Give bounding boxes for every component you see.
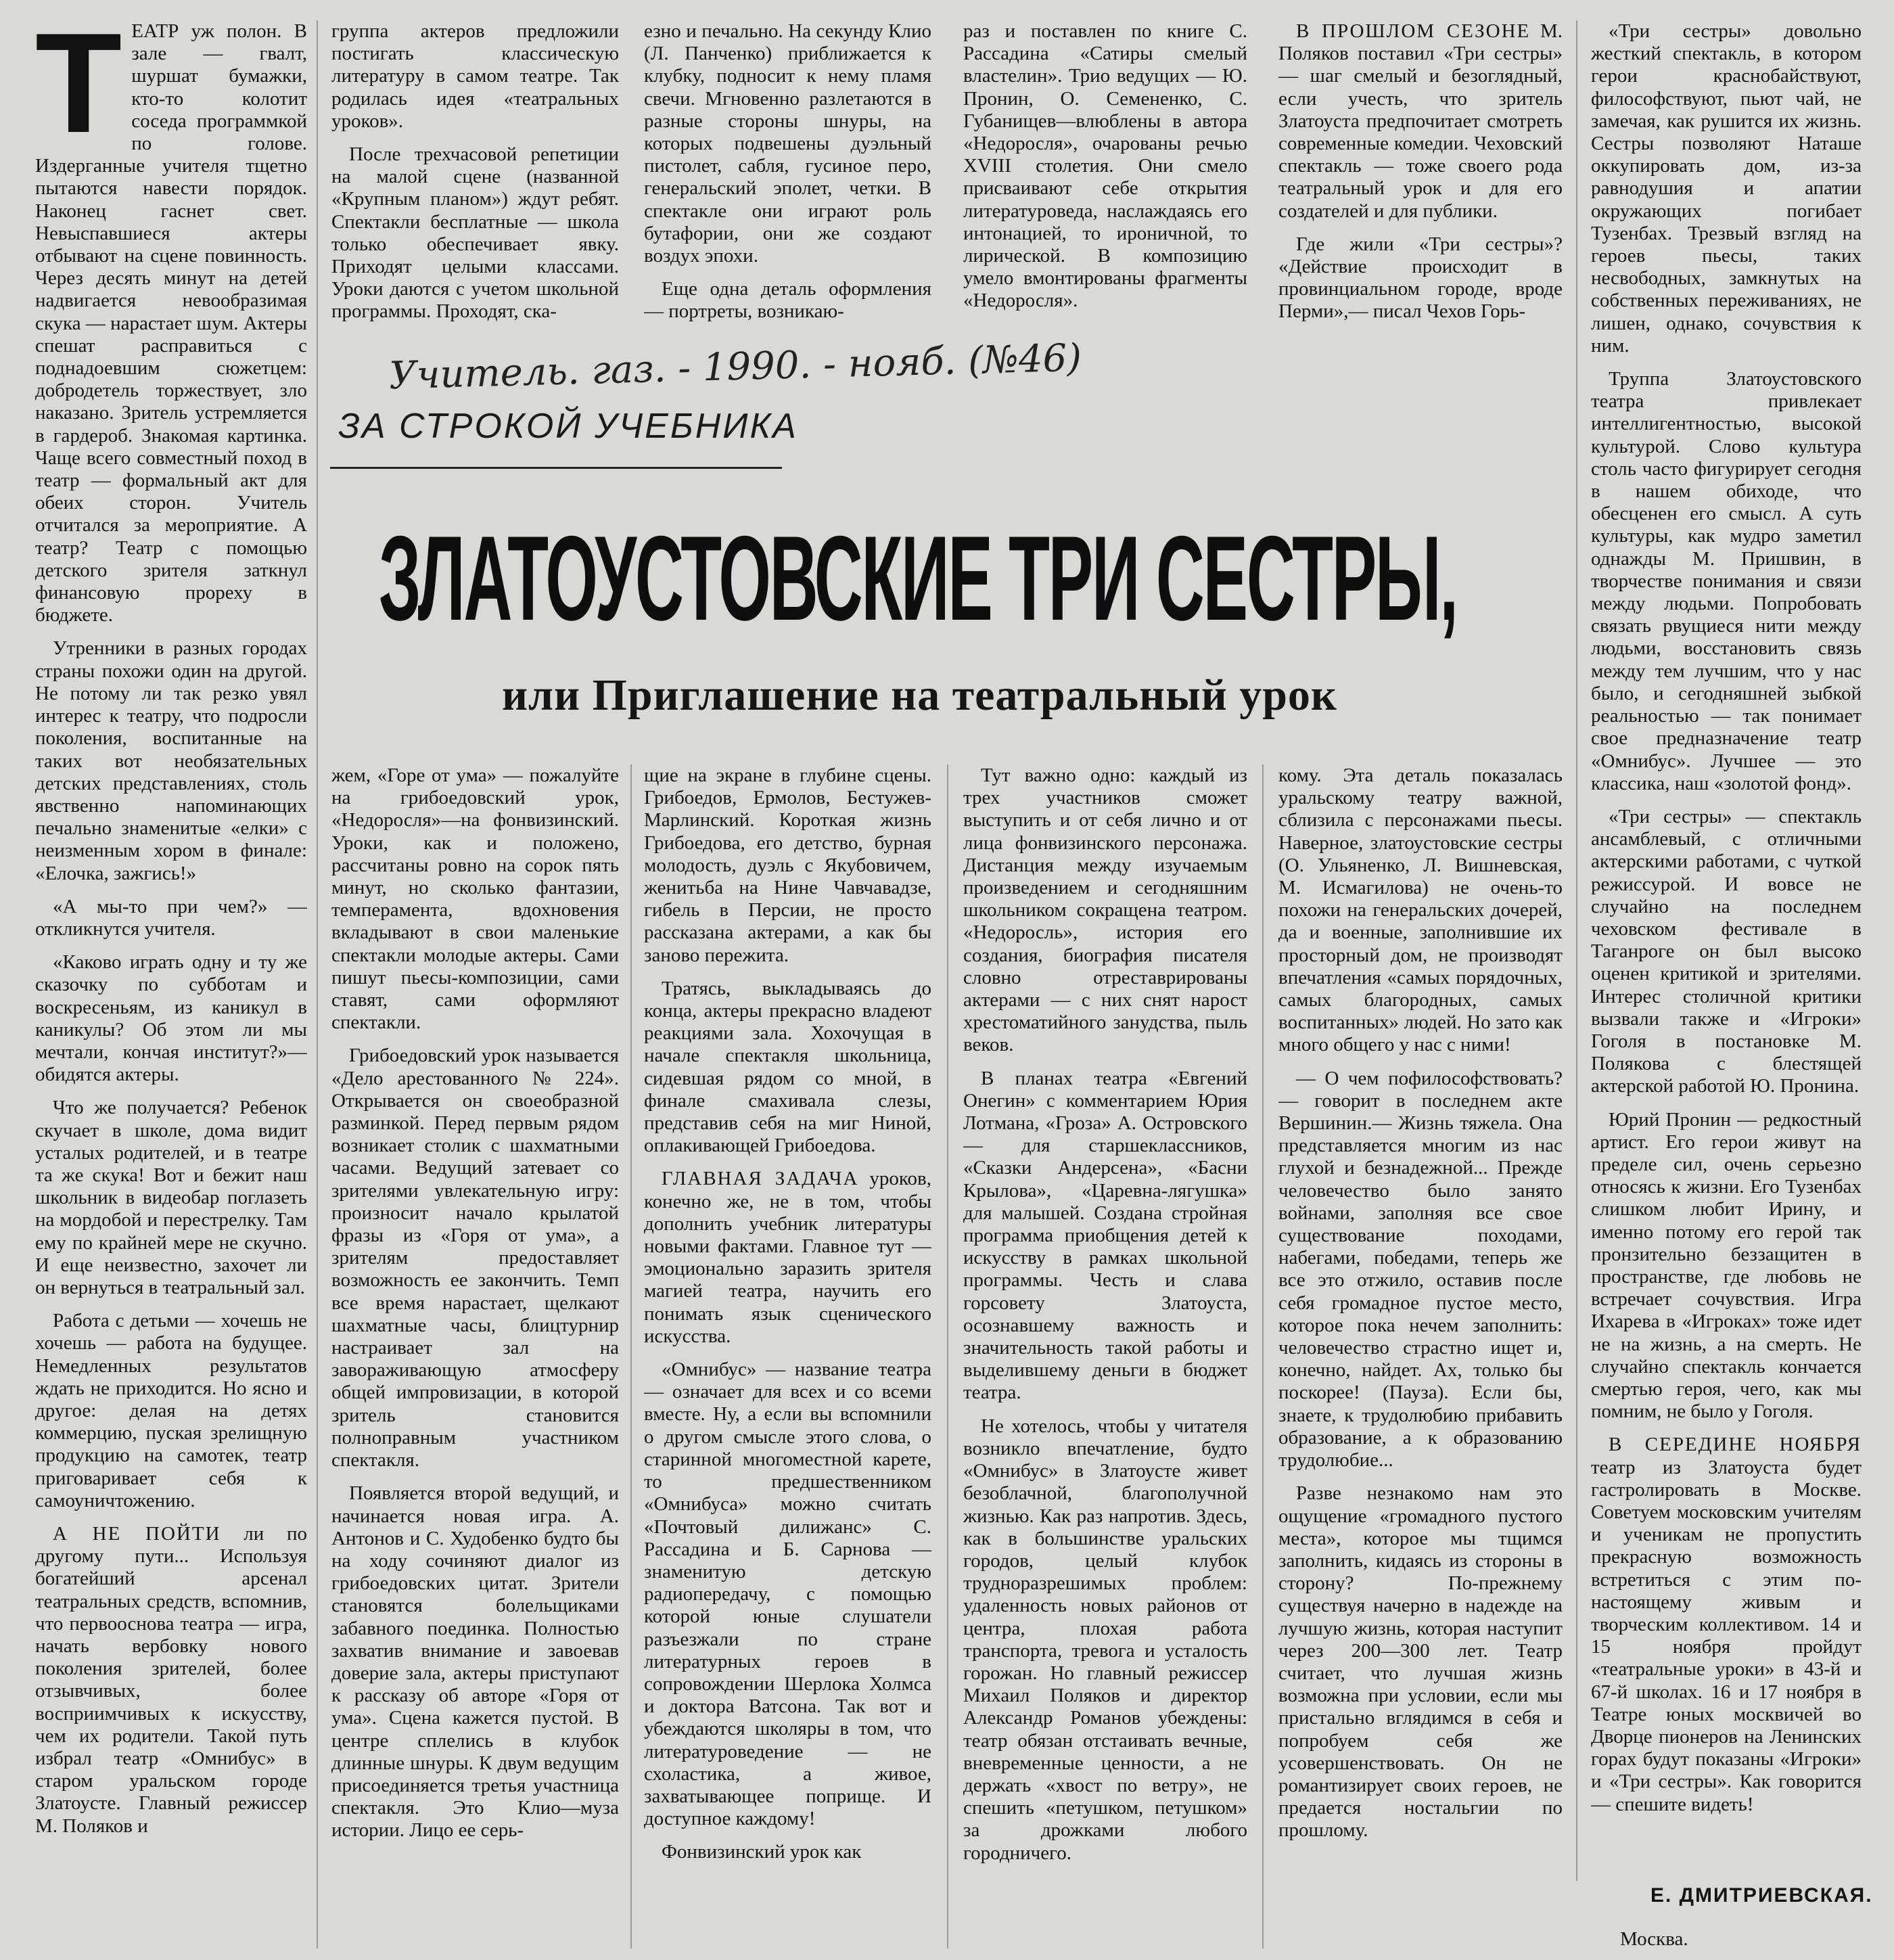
column-3-top [644,20,931,338]
headline: ЗЛАТОУСТОВСКИЕ ТРИ СЕСТРЫ, [379,511,1457,645]
column-rule [317,20,318,1948]
column-6 [1591,20,1862,1874]
paragraph: А НЕ ПОЙТИ ли по другому пути... Используя богатейший арсенал театральных средств, вспомнив, что первооснова театра — игра, начать вербовку нового поколения зрителей, более отзывчивых, более восприимчивых к искусству, чем их родители. Такой путь избрал театр «Омнибус» в старом уральском городе Златоусте. Главный режиссер М. Поляков и [35,1523,307,1837]
subheadline: или Приглашение на театральный урок [502,670,1337,720]
column-5-top [1278,20,1563,338]
column-rule [1262,765,1264,1948]
column-5-bottom [1278,765,1563,1955]
paragraph: щие на экране в глубине сцены. Грибоедов, Ермолов, Бестужев-Марлинский. Короткая жизнь Грибоедова, его детство, бурная молодость, дуэль с Якубовичем, женитьба на Нине Чавчавадзе, гибель в Персии, не просто рассказана актерами, а как бы заново пережита. [644,765,931,966]
column-4-top [963,20,1247,338]
column-2-bottom [331,765,619,1955]
paragraph: Где жили «Три сестры»? «Действие происходит в провинциальном городе, вроде Перми»,— писал Чехов Горь- [1278,233,1563,323]
paragraph: В планах театра «Евгений Онегин» с комментарием Юрия Лотмана, «Гроза» А. Островского — для старшеклассников, «Сказки Андерсена», «Басни Крылова», «Царевна-лягушка» для малышей. Создана стройная программа приобщения детей к искусству в рамках школьной программы. Честь и слава горсовету Златоуста, осознавшему важность и значительность такой работы и выделившему деньги в бюджет театра. [963,1067,1247,1404]
paragraph: «Омнибус» — название театра — означает для всех и со всеми вместе. Ну, а если вы вспомнили о другом смысле этого слова, о старинной многоместной карете, то предшественником «Омнибуса» можно считать «Почтовый дилижанс» С. Рассадина и Б. Сарнова — знаменитую детскую радиопередачу, с помощью которой юные слушатели разъезжали по стране литературных героев в сопровождении Шерлока Холмса и доктора Ватсона. Так вот и убеждаются школяры в том, что литературоведение — не схоластика, а живое, захватывающее поприще. И доступное каждому! [644,1359,931,1830]
column-rule [947,765,948,1948]
paragraph: Фонвизинский урок как [662,1841,862,1863]
run-in-caps: А НЕ ПОЙТИ [53,1523,221,1545]
handwritten-note: Учитель. газ. - 1990. - нояб. (№46) [388,336,1082,398]
column-4-bottom [963,765,1247,1955]
paragraph: «Три сестры» довольно жесткий спектакль, в котором герои краснобайствуют, философствуют, пьют чай, не замечая, как рушится их жизнь. Сестры позволяют Наташе оккупировать дом, из-за равнодушия и апатии окружающих погибает Тузенбах. Трезвый взгляд на героев пьесы, таких несвободных, замкнутых на собственных переживаниях, не лишен, однако, сочувствия к ним. [1591,20,1862,357]
paragraph: группа актеров предложили постигать классическую литературу в самом театре. Так родилась идея «театральных уроков». [331,20,619,132]
paragraph: После трехчасовой репетиции на малой сцене (названной «Крупным планом») ждут ребят. Спектакли бесплатные — школа только обеспечивает явку. Приходят целыми классами. Уроки даются с учетом школьной программы. Проходят, ска- [331,143,619,323]
author-signature: Е. ДМИТРИЕВСКАЯ. [1650,1884,1873,1907]
paragraph: Работа с детьми — хочешь не хочешь — работа на будущее. Немедленных результатов ждать не приходится. Но ясно и другое: делая на детях коммерцию, пуская зрелищную продукцию на самотек, театр приговаривает себя к самоуничтожению. [35,1310,307,1511]
run-in-caps: ГЛАВНАЯ ЗАДАЧА [662,1168,859,1190]
paragraph: Что же получается? Ребенок скучает в школе, дома видит усталых родителей, и в театре та же скука! Вот и бежит наш школьник в видеобар поглазеть на мордобой и перестрелку. Там ему по крайней мере не скучно. И еще неизвестно, захочет ли он вернуться в театральный зал. [35,1097,307,1298]
paragraph: Утренники в разных городах страны похожи один на другой. Не потому ли так резко увял интерес к театру, что подросли поколения, воспитанные на таких вот необязательных детских представлениях, столь явственно напоминающих печально знаменитые «елки» с неизменным хором в финале: «Елочка, зажгись!» [35,637,307,884]
paragraph: «Три сестры» — спектакль ансамблевый, с отличными актерскими работами, с чуткой режиссурой. И вовсе не случайно на последнем чеховском фестивале в Таганроге он был высоко оценен критикой и зрителями. Интерес столичной критики вызвали также и «Игроки» Гоголя в постановке М. Полякова с блестящей актерской работой Ю. Пронина. [1591,805,1862,1097]
section-kicker: ЗА СТРОКОЙ УЧЕБНИКА [338,407,798,446]
paragraph: «А мы-то при чем?» — откликнутся учителя. [35,895,307,940]
column-rule [1576,20,1577,1881]
kicker-underline [330,467,782,469]
paragraph: ГЛАВНАЯ ЗАДАЧА уроков, конечно же, не в том, чтобы дополнить учебник литературы новыми фактами. Главное тут — эмоционально заразить зрителя магией театра, научить его понимать язык сценического искусства. [644,1168,931,1347]
column-2-top [331,20,619,338]
paragraph: Появляется второй ведущий, и начинается новая игра. А. Антонов и С. Худобенко будто бы на ходу сочиняют диалог из грибоедовских цитат. Зрители становятся болельщиками забавного поединка. Полностью захватив внимание и завоевав доверие зала, актеры приступают к рассказу об авторе «Горя от ума». Сцена кажется пустой. В центре сплелись в клубок длинные шнуры. К двум ведущим присоединяется третья участница спектакля. Это Клио—муза истории. Лицо ее серь- [331,1482,619,1842]
column-3-bottom [644,765,931,1955]
drop-cap: Т [35,20,122,162]
dateline-place: Москва. [1620,1928,1688,1950]
column-rule [630,765,632,1948]
paragraph: Еще одна деталь оформления — портреты, возникаю- [644,278,931,323]
paragraph: Не хотелось, чтобы у читателя возникло впечатление, будто «Омнибус» в Златоусте живет безоблачной, благополучной жизнью. Как раз напротив. Здесь, как в большинстве уральских городов, целый клубок трудноразрешимых проблем: удаленность новых районов от центра, плохая работа транспорта, тревога и усталость горожан. Но главный режиссер Михаил Поляков и директор Александр Романов убеждены: театр обязан отстаивать вечные, вневременные ценности, а не держать «хвост по ветру», не спешить «петушком, петушком» за дрожками любого городничего. [963,1415,1247,1864]
paragraph: Тут важно одно: каждый из трех участников сможет выступить и от себя лично и от лица фонвизинского персонажа. Дистанция между изучаемым произведением и сегодняшним школьником сокращена театром. «Недоросль», история его создания, биография писателя словно отреставрированы актерами — с них снят нарост хрестоматийного занудства, пыль веков. [963,765,1247,1056]
run-in-caps: В ПРОШЛОМ СЕЗОНЕ [1296,20,1531,42]
paragraph: «Каково играть одну и ту же сказочку по субботам и воскресеньям, из каникул в каникулы? Об этом ли мы мечтали, кончая институт?»—обидятся актеры. [35,951,307,1086]
paragraph: Юрий Пронин — редкостный артист. Его герои живут на пределе сил, очень серьезно относясь к жизни. Его Тузенбах слишком любит Ирину, и именно потому его герой так пронзительно беззащитен в пространстве, где любовь не встречает сочувствия. Игра Ихарева в «Игроках» тоже идет не на жизнь, а на смерть. Не случайно спектакль кончается смертью героя, чего, как мы помним, не было у Гоголя. [1591,1108,1862,1423]
column-1 [35,20,307,1955]
paragraph: Разве незнакомо нам это ощущение «громадного пустого места», которое мы тщимся заполнить, кидаясь из стороны в сторону? По-прежнему существуя начерно в надежде на лучшую жизнь, которая наступит через 200—300 лет. Театр считает, что лучшая жизнь возможна при условии, если мы пристально вглядимся в себя и попробуем себя же усовершенствовать. Он не романтизирует своих героев, не предается ностальгии по прошлому. [1278,1482,1563,1842]
paragraph: езно и печально. На секунду Клио (Л. Панченко) приближается к клубку, подносит к нему пламя свечи. Мгновенно разлетаются в разные стороны шнуры, на которых подвешены дуэльный пистолет, сабля, гусиное перо, генеральский эполет, четки. В спектакле они играют роль бутафории, они же создают воздух эпохи. [644,20,931,267]
paragraph: жем, «Горе от ума» — пожалуйте на грибоедовский урок, «Недоросля»—на фонвизинский. Уроки, как и положено, рассчитаны ровно на сорок пять минут, но сколько фантазии, темперамента, вдохновения вкладывают в свои маленькие спектакли молодые актеры. Сами пишут пьесы-композиции, сами ставят, сами оформляют спектакли. [331,765,619,1034]
lead-paragraph: ТЕАТР уж полон. В зале — гвалт, шуршат бумажки, кто-то колотит соседа программкой по голове. Издерганные учителя тщетно пытаются навести порядок. Наконец гаснет свет. Невыспавшиеся актеры отбывают на сцене повинность. Через десять минут на детей надвигается невообразимая скука — нарастает шум. Актеры спешат расправиться с поднадоевшим сюжетцем: добродетель торжествует, зло наказано. Зритель устремляется в гардероб. Знакомая картинка. Чаще всего совместный поход в театр — формальный акт для обеих сторон. Учитель отчитался за мероприятие. А театр? Театр с помощью детского зрителя заткнул финансовую прореху в бюджете. [35,20,307,626]
paragraph: Труппа Златоустовского театра привлекает интеллигентностью, высокой культурой. Слово культура столь часто фигурирует сегодня в нашем обиходе, что обесценен его смысл. А суть культуры, как мудро заметил однажды М. Пришвин, в творчестве понимания и связи между людьми. Попробовать связать рвущиеся нити между людьми, восстановить связь между тем лучшим, что у нас было, и сегодняшней зыбкой реальностью — так понимает свое предназначение театр «Омнибус». Лучшее — это классика, наш «золотой фонд». [1591,368,1862,794]
paragraph: Тратясь, выкладываясь до конца, актеры прекрасно владеют реакциями зала. Хохочущая в начале спектакля школьница, сидевшая рядом со мной, в финале смахивала слезы, представив себя на миг Ниной, оплакивающей Грибоедова. [644,977,931,1157]
paragraph: В СЕРЕДИНЕ НОЯБРЯ театр из Златоуста будет гастролировать в Москве. Советуем московским учителям и ученикам не пропустить прекрасную возможность встретиться с этим по-настоящему живым и творческим коллективом. 14 и 15 ноября пройдут «театральные уроки» в 43-й и 67-й школах. 16 и 17 ноября в Театре юных москвичей во Дворце пионеров на Ленинских горах будут показаны «Игроки» и «Три сестры». Как говорится — спешите видеть! [1591,1434,1862,1815]
paragraph: раз и поставлен по книге С. Рассадина «Сатиры смелый властелин». Трио ведущих — Ю. Пронин, О. Семененко, С. Губанищев—влюблены в автора «Недоросля», очарованы речью XVIII столетия. Они смело присваивают себе открытия литературоведа, наслаждаясь его интонацией, то ироничной, то лирической. В композицию умело вмонтированы фрагменты «Недоросля». [963,20,1247,312]
paragraph: — О чем пофилософствовать? — говорит в последнем акте Вершинин.— Жизнь тяжела. Она представляется многим из нас глухой и безнадежной... Прежде человечество было занято войнами, заполняя все свое существование походами, набегами, победами, теперь же все это отжило, оставив после себя громадное пустое место, которое пока нечем заполнить: человечество страстно ищет и, конечно, найдет. Ах, только бы поскорее! (Пауза). Если бы, знаете, к трудолюбию прибавить образование, а к образованию трудолюбие... [1278,1067,1563,1472]
paragraph: Грибоедовский урок называется «Дело арестованного № 224». Открывается он своеобразной разминкой. Перед первым рядом возникает столик с шахматными часами. Ведущий затевает со зрителями увлекательную игру: произносит начало крылатой фразы из «Горя от ума», а зрителям предоставляет возможность ее закончить. Темп все время нарастает, щелкают шахматные часы, блицтурнир настраивает зал на завораживающую атмосферу общей импровизации, в которой зритель становится полноправным участником спектакля. [331,1045,619,1472]
paragraph: В ПРОШЛОМ СЕЗОНЕ М. Поляков поставил «Три сестры» — шаг смелый и безоглядный, если учесть, что зритель Златоуста предпочитает смотреть современные комедии. Чеховский спектакль — тоже своего рода театральный урок и для его создателей и для публики. [1278,20,1563,222]
paragraph: кому. Эта деталь показалась уральскому театру важной, сблизила с персонажами пьесы. Наверное, златоустовские сестры (О. Ульяненко, Л. Вишневская, М. Исмагилова) не очень-то похожи на генеральских дочерей, да и военные, заполнившие их просторный дом, не производят впечатления «самых порядочных, самых благородных, самых воспитанных» людей. Но зато как много общего у нас с ними! [1278,765,1563,1056]
run-in-caps: В СЕРЕДИНЕ НОЯБРЯ [1609,1434,1862,1456]
